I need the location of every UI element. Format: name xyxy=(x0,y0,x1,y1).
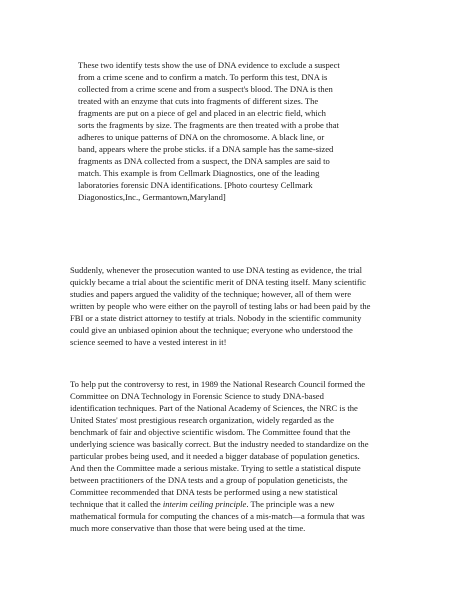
caption-line: collected from a crime scene and from a suspect's blood. The DNA is then xyxy=(78,84,333,94)
caption-line: treated with an enzyme that cuts into fragments of different sizes. The xyxy=(78,96,319,106)
paragraph-line: And then the Committee made a serious mistake. Trying to settle a statistical dispute xyxy=(70,463,361,473)
line-text: . The principle was a new xyxy=(246,499,335,509)
caption-line: adheres to unique patterns of DNA on the chromosome. A black line, or xyxy=(78,132,325,142)
paragraph-line: Committee recommended that DNA tests be performed using a new statistical xyxy=(70,487,338,497)
paragraph-line: United States' most prestigious research organization, widely regarded as the xyxy=(70,415,334,425)
paragraph-line: between practitioners of the DNA tests and a group of population geneticists, the xyxy=(70,475,348,485)
caption-line: laboratories forensic DNA identifications. [Photo courtesy Cellmark xyxy=(78,180,313,190)
caption-line: fragments as DNA collected from a suspect, the DNA samples are said to xyxy=(78,156,330,166)
line-text: technique that it called the xyxy=(70,499,163,509)
paragraph-line: FBI or a state district attorney to testify at trials. Nobody in the scientific community xyxy=(70,313,362,323)
paragraph-line: written by people who were either on the payroll of testing labs or had been paid by the xyxy=(70,301,371,311)
paragraph-line: could give an unbiased opinion about the technique; everyone who understood the xyxy=(70,325,353,335)
paragraph-line: science seemed to have a vested interest in it! xyxy=(70,337,227,347)
paragraph-line: much more conservative than those that were being used at the time. xyxy=(70,523,306,533)
body-paragraph-nrc-committee xyxy=(70,378,369,534)
caption-line: band, appears where the probe sticks. if a DNA sample has the same-sized xyxy=(78,144,334,154)
emphasized-term: interim ceiling principle xyxy=(162,499,247,509)
body-paragraph-controversy xyxy=(70,264,370,348)
caption-line: These two identify tests show the use of DNA evidence to exclude a suspect xyxy=(78,60,340,70)
paragraph-line: benchmark of fair and objective scientific wisdom. The Committee found that the xyxy=(70,427,351,437)
caption-line: fragments are put on a piece of gel and placed in an electric field, which xyxy=(78,108,326,118)
paragraph-line: Committee on DNA Technology in Forensic Science to study DNA-based xyxy=(70,391,324,401)
paragraph-line: To help put the controversy to rest, in 1989 the National Research Council formed the xyxy=(70,379,366,389)
paragraph-line: mathematical formula for computing the chances of a mis-match—a formula that was xyxy=(70,511,365,521)
paragraph-line: underlying science was basically correct. But the industry needed to standardize on the xyxy=(70,439,369,449)
paragraph-line: Suddenly, whenever the prosecution wanted to use DNA testing as evidence, the trial xyxy=(70,265,363,275)
caption-line: match. This example is from Cellmark Diagnostics, one of the leading xyxy=(78,168,320,178)
figure-caption xyxy=(78,59,340,203)
caption-line: Diagonostics,Inc., Germantown,Maryland] xyxy=(78,192,226,202)
paragraph-line: quickly became a trial about the scientific merit of DNA testing itself. Many scientific xyxy=(70,277,366,287)
paragraph-line xyxy=(70,498,369,510)
paragraph-line: studies and papers argued the validity of the technique; however, all of them were xyxy=(70,289,352,299)
caption-line: sorts the fragments by size. The fragments are then treated with a probe that xyxy=(78,120,339,130)
paragraph-line: identification techniques. Part of the National Academy of Sciences, the NRC is the xyxy=(70,403,358,413)
paragraph-line: particular probes being used, and it needed a bigger database of population genetics. xyxy=(70,451,360,461)
caption-line: from a crime scene and to confirm a match. To perform this test, DNA is xyxy=(78,72,328,82)
